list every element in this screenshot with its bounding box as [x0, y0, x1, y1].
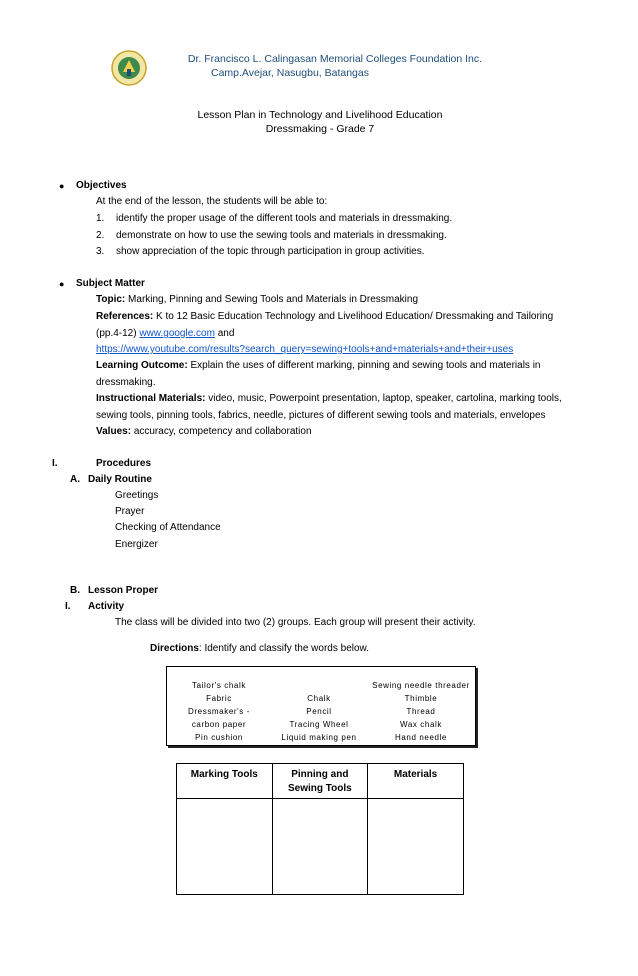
word-item: Liquid making pen — [281, 733, 357, 742]
youtube-link[interactable]: https://www.youtube.com/results?search_query=sewing+tools+and+materials+and+their+uses — [96, 344, 514, 355]
objectives-heading: Objectives — [76, 180, 127, 191]
materials-label: Instructional Materials: — [96, 393, 206, 404]
activity-heading: Activity — [88, 601, 125, 612]
routine-item: Prayer — [115, 506, 145, 517]
topic-line — [96, 294, 418, 305]
word-item: Chalk — [307, 694, 331, 703]
word-item: Pin cushion — [195, 733, 243, 742]
word-item: Tailor's chalk — [192, 681, 246, 690]
activity-num: I. — [65, 601, 71, 612]
word-item: Pencil — [306, 707, 332, 716]
outcome-line — [96, 360, 541, 371]
procedures-num: I. — [52, 458, 58, 469]
directions-line — [150, 643, 369, 654]
lesson-proper-heading: Lesson Proper — [88, 585, 159, 596]
objectives-intro: At the end of the lesson, the students will be able to: — [96, 196, 328, 207]
word-item: Sewing needle threader — [372, 681, 470, 690]
daily-routine-num: A. — [70, 474, 80, 485]
objective-item: demonstrate on how to use the sewing tools and materials in dressmaking. — [116, 230, 447, 241]
values-label: Values: — [96, 426, 132, 437]
marking-tools-header: Marking Tools — [177, 764, 273, 799]
marking-tools-cell[interactable] — [177, 799, 273, 895]
activity-text: The class will be divided into two (2) groups. Each group will present their activity. — [115, 617, 476, 628]
routine-item: Energizer — [115, 539, 158, 550]
school-logo — [111, 50, 147, 86]
materials-cell[interactable] — [368, 799, 464, 895]
lesson-plan-title: Lesson Plan in Technology and Livelihood Education — [197, 109, 443, 121]
references-text: K to 12 Basic Education Technology and Livelihood Education/ Dressmaking and Tailoring — [156, 311, 554, 322]
routine-item: Checking of Attendance — [115, 522, 221, 533]
word-item: Tracing Wheel — [289, 720, 349, 729]
materials-line — [96, 393, 562, 404]
objective-num: 2. — [96, 230, 105, 241]
word-item: Hand needle — [395, 733, 447, 742]
subject-matter-heading: Subject Matter — [76, 278, 145, 289]
topic-text: Marking, Pinning and Sewing Tools and Materials in Dressmaking — [128, 294, 419, 305]
pinning-sewing-tools-header: Pinning and Sewing Tools — [272, 764, 367, 799]
materials-text-2: sewing tools, pinning tools, fabrics, needle, pictures of different sewing tools and materials, envelopes — [96, 410, 546, 421]
word-item: Wax chalk — [399, 720, 442, 729]
bullet-icon: ● — [59, 279, 65, 289]
school-address: Camp.Avejar, Nasugbu, Batangas — [211, 67, 369, 79]
objective-item: show appreciation of the topic through participation in group activities. — [116, 246, 425, 257]
word-item: Fabric — [206, 694, 232, 703]
daily-routine-heading: Daily Routine — [88, 474, 152, 485]
objective-item: identify the proper usage of the different tools and materials in dressmaking. — [116, 213, 453, 224]
school-name: Dr. Francisco L. Calingasan Memorial Colleges Foundation Inc. — [187, 53, 483, 65]
references-label: References: — [96, 311, 154, 322]
references-pages: (pp.4-12) — [96, 328, 137, 339]
outcome-label: Learning Outcome: — [96, 360, 188, 371]
materials-text: video, music, Powerpoint presentation, laptop, speaker, cartolina, marking tools, — [208, 393, 562, 404]
directions-label: Directions — [150, 643, 199, 654]
references-line-2 — [96, 328, 234, 339]
materials-header: Materials — [368, 764, 464, 799]
google-link[interactable]: www.google.com — [139, 328, 215, 339]
values-line — [96, 426, 312, 437]
outcome-text: Explain the uses of different marking, pinning and sewing tools and materials in — [190, 360, 541, 371]
values-text: accuracy, competency and collaboration — [133, 426, 312, 437]
procedures-heading: Procedures — [96, 458, 152, 469]
word-item: carbon paper — [191, 720, 247, 729]
word-item: Thimble — [404, 694, 438, 703]
objective-num: 3. — [96, 246, 105, 257]
pinning-sewing-tools-cell[interactable] — [272, 799, 367, 895]
word-item: Thread — [406, 707, 436, 716]
objective-num: 1. — [96, 213, 105, 224]
topic-label: Topic: — [96, 294, 126, 305]
directions-text: : Identify and classify the words below. — [198, 643, 369, 654]
classification-table — [176, 763, 464, 895]
lesson-plan-subtitle: Dressmaking - Grade 7 — [265, 123, 375, 135]
references-line — [96, 311, 553, 322]
bullet-icon: ● — [59, 181, 65, 191]
lesson-proper-num: B. — [70, 585, 80, 596]
word-box — [166, 666, 476, 746]
routine-item: Greetings — [115, 490, 159, 501]
outcome-text-2: dressmaking. — [96, 377, 156, 388]
word-item: Dressmaker's - — [188, 707, 250, 716]
references-and: and — [217, 328, 235, 339]
